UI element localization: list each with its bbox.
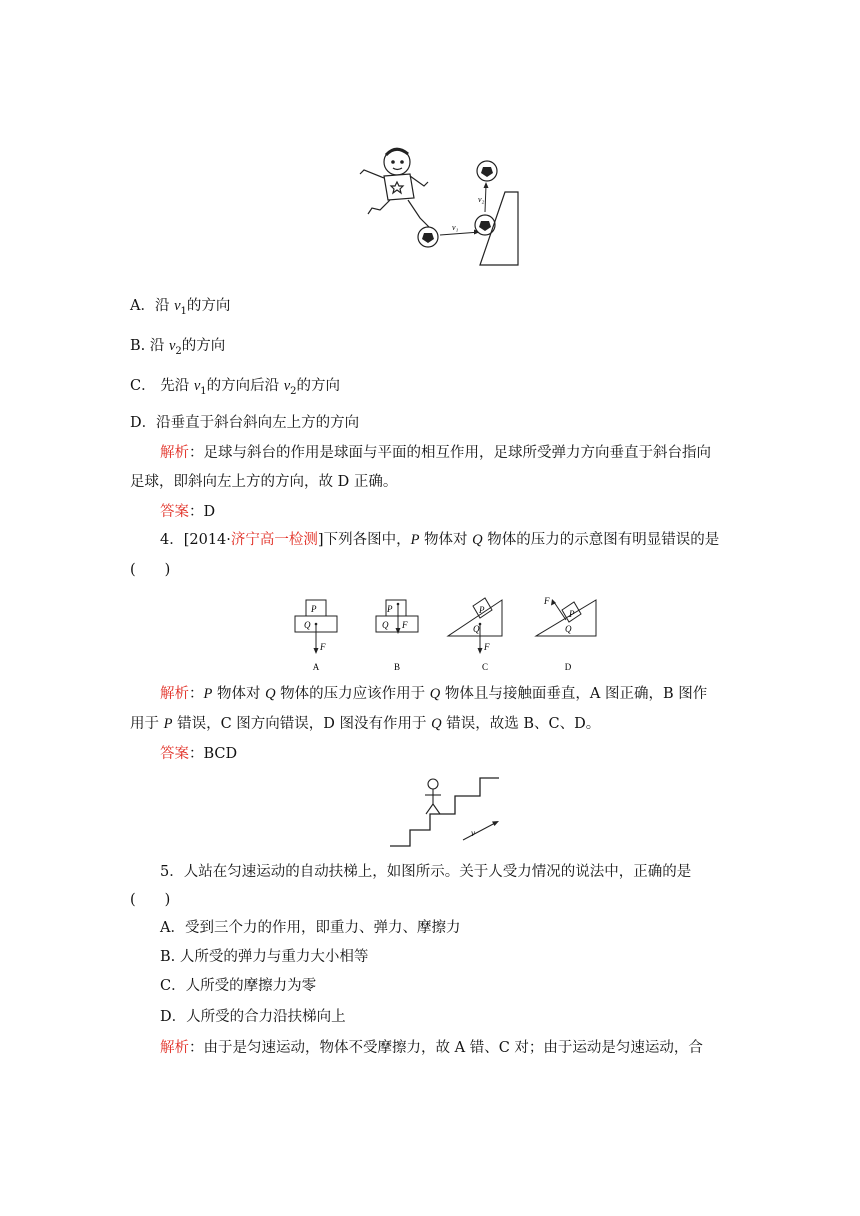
football-1 bbox=[418, 227, 438, 247]
q3-analysis-line2: 足球，即斜向左上方的方向，故 D 正确。 bbox=[130, 474, 398, 490]
answer-label: 答案 bbox=[160, 746, 189, 762]
q5-option-d: D．人所受的合力沿扶梯向上 bbox=[160, 1009, 346, 1025]
figure-label-c: C bbox=[481, 662, 489, 672]
q4-stem: 4．[2014·济宁高一检测]下列各图中，P 物体对 Q 物体的压力的示意图有明显错误的是 bbox=[160, 532, 720, 548]
svg-text:Q: Q bbox=[473, 624, 480, 634]
svg-text:F: F bbox=[320, 642, 326, 652]
figure-label-d: D bbox=[564, 662, 572, 672]
figure-label-b: B bbox=[393, 662, 401, 672]
q3-analysis-line1: 解析：足球与斜台的作用是球面与平面的相互作用，足球所受弹力方向垂直于斜台指向 bbox=[160, 445, 711, 461]
analysis-label: 解析 bbox=[160, 1040, 189, 1056]
v-label: v bbox=[471, 828, 475, 838]
option-b: B. 沿 $v_2$的方向 bbox=[130, 338, 226, 357]
q4-answer: 答案：BCD bbox=[160, 746, 238, 762]
person-icon bbox=[425, 779, 441, 814]
q4-figures bbox=[290, 584, 610, 676]
boy-illustration bbox=[360, 149, 430, 228]
analysis-label: 解析 bbox=[160, 445, 189, 461]
football-2 bbox=[475, 215, 495, 235]
q5-paren: ( ) bbox=[130, 892, 171, 908]
v1-label: v₁ bbox=[452, 223, 459, 232]
velocity-arrow bbox=[463, 822, 497, 840]
q4-source: 济宁高一检测 bbox=[230, 532, 318, 548]
svg-text:P: P bbox=[479, 605, 485, 615]
q5-option-c: C．人所受的摩擦力为零 bbox=[160, 978, 317, 994]
svg-text:F: F bbox=[544, 596, 550, 606]
svg-text:F: F bbox=[484, 642, 490, 652]
svg-text:P: P bbox=[569, 609, 575, 619]
escalator-figure bbox=[385, 772, 505, 850]
q5-option-b: B. 人所受的弹力与重力大小相等 bbox=[160, 949, 369, 965]
q3-answer: 答案：D bbox=[160, 504, 216, 520]
svg-text:Q: Q bbox=[382, 620, 389, 630]
escalator-steps bbox=[390, 778, 499, 846]
svg-text:P: P bbox=[387, 604, 393, 614]
v2-arrow bbox=[485, 185, 486, 212]
v2-label: v₂ bbox=[478, 195, 485, 204]
svg-text:Q: Q bbox=[565, 624, 572, 634]
q4-analysis-line1: 解析：P 物体对 Q 物体的压力应该作用于 Q 物体且与接触面垂直，A 图正确，B 图作 bbox=[160, 686, 708, 702]
football-slope-figure bbox=[350, 140, 540, 270]
q5-option-a: A．受到三个力的作用，即重力、弹力、摩擦力 bbox=[160, 920, 461, 936]
figure-label-a: A bbox=[312, 662, 320, 672]
q4-paren: ( ) bbox=[130, 562, 171, 578]
option-a: A．沿 $v_1$的方向 bbox=[130, 298, 231, 317]
svg-text:P: P bbox=[311, 604, 317, 614]
analysis-label: 解析 bbox=[160, 686, 189, 702]
svg-text:Q: Q bbox=[304, 620, 311, 630]
option-d: D．沿垂直于斜台斜向左上方的方向 bbox=[130, 415, 360, 431]
football-3 bbox=[477, 161, 497, 181]
answer-label: 答案 bbox=[160, 504, 189, 520]
svg-text:F: F bbox=[402, 620, 408, 630]
q5-analysis-line1: 解析：由于是匀速运动，物体不受摩擦力，故 A 错、C 对；由于运动是匀速运动，合 bbox=[160, 1040, 703, 1056]
q5-stem: 5．人站在匀速运动的自动扶梯上，如图所示。关于人受力情况的说法中，正确的是 bbox=[160, 864, 692, 880]
q4-analysis-line2: 用于 P 错误，C 图方向错误，D 图没有作用于 Q 错误，故选 B、C、D。 bbox=[130, 716, 601, 732]
option-c: C． 先沿 $v_1$的方向后沿 $v_2$的方向 bbox=[130, 378, 341, 397]
